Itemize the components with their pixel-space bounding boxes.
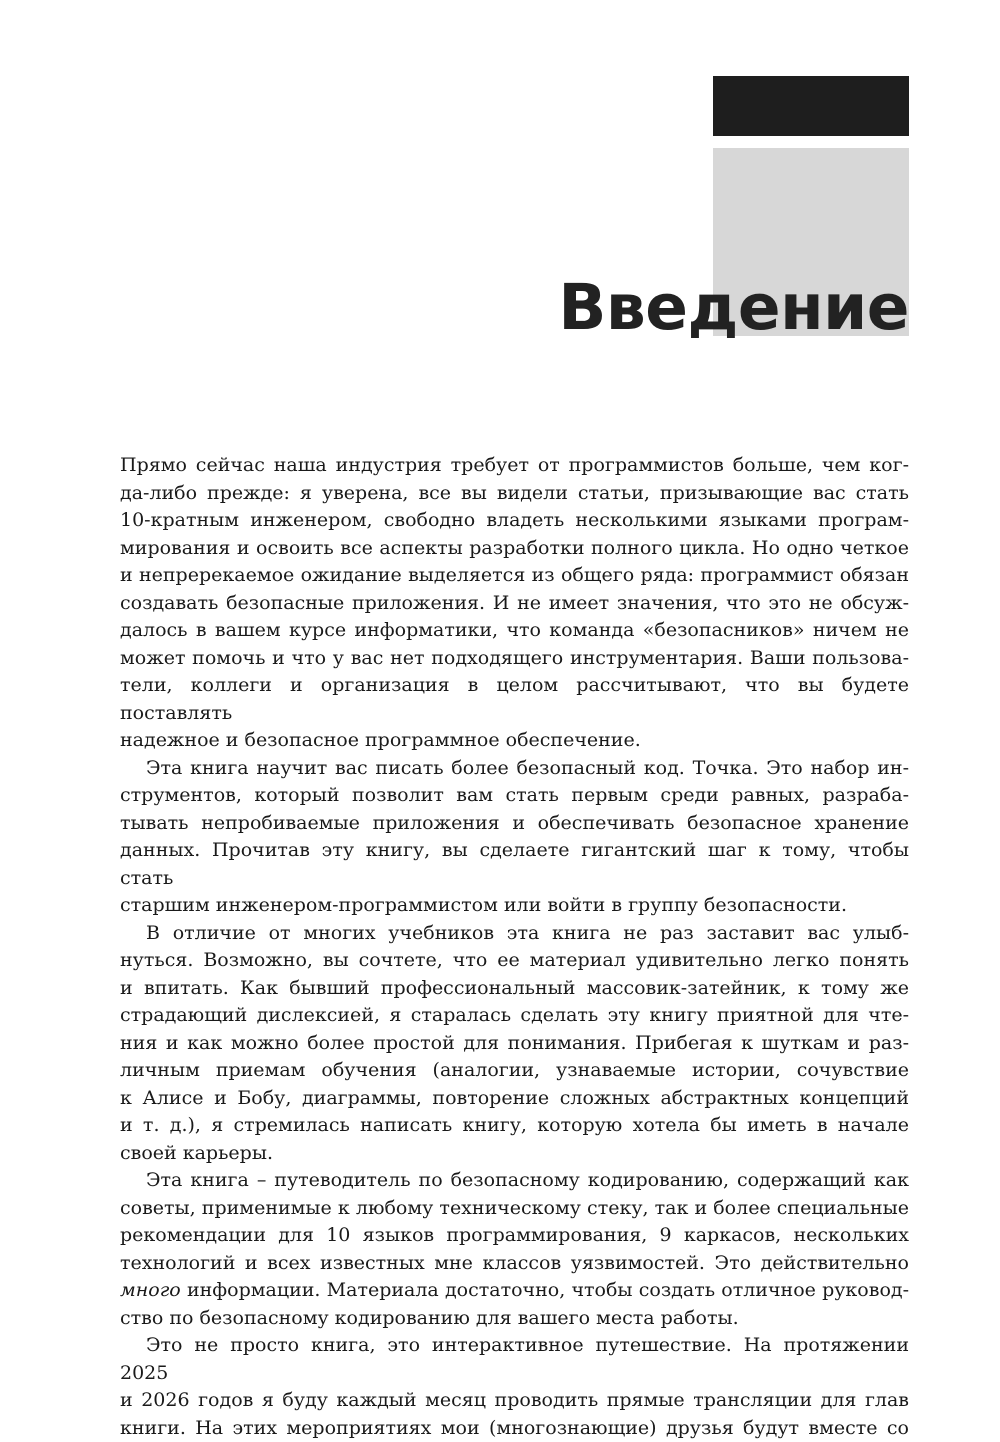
text-line — [120, 1277, 909, 1305]
text-line: Это не просто книга, это интерактивное путешествие. На протяжении 2025 — [120, 1332, 909, 1387]
text-line: далось в вашем курсе информатики, что команда «безопасников» ничем не — [120, 617, 909, 645]
body-text — [120, 452, 909, 1442]
text-line: к Алисе и Бобу, диаграммы, повторение сложных абстрактных концепций — [120, 1085, 909, 1113]
text-line: своей карьеры. — [120, 1140, 909, 1168]
paragraph-4 — [120, 1167, 909, 1332]
text-line: создавать безопасные приложения. И не имеет значения, что это не обсуж- — [120, 590, 909, 618]
text-line: мирования и освоить все аспекты разработки полного цикла. Но одно четкое — [120, 535, 909, 563]
text-line: тывать непробиваемые приложения и обеспечивать безопасное хранение — [120, 810, 909, 838]
text-line: надежное и безопасное программное обеспечение. — [120, 727, 909, 755]
text-line: ство по безопасному кодированию для вашего места работы. — [120, 1305, 909, 1333]
paragraph-3 — [120, 920, 909, 1168]
text-line-rest: информации. Материала достаточно, чтобы создать отличное руковод- — [181, 1279, 909, 1301]
text-line: страдающий дислексией, я старалась сделать эту книгу приятной для чте- — [120, 1002, 909, 1030]
paragraph-2 — [120, 755, 909, 920]
text-line: личным приемам обучения (аналогии, узнаваемые истории, сочувствие — [120, 1057, 909, 1085]
text-line: нуться. Возможно, вы сочтете, что ее материал удивительно легко понять — [120, 947, 909, 975]
text-line: 10-кратным инженером, свободно владеть несколькими языками програм- — [120, 507, 909, 535]
text-line: и впитать. Как бывший профессиональный массовик-затейник, к тому же — [120, 975, 909, 1003]
text-line: Прямо сейчас наша индустрия требует от программистов больше, чем ког- — [120, 452, 909, 480]
text-line: книги. На этих мероприятиях мои (многознающие) друзья будут вместе со — [120, 1415, 909, 1442]
text-line: и непререкаемое ожидание выделяется из общего ряда: программист обязан — [120, 562, 909, 590]
paragraph-1 — [120, 452, 909, 755]
text-line: рекомендации для 10 языков программирования, 9 каркасов, нескольких — [120, 1222, 909, 1250]
text-line: тели, коллеги и организация в целом рассчитывают, что вы будете поставлять — [120, 672, 909, 727]
text-line: может помочь и что у вас нет подходящего инструментария. Ваши пользова- — [120, 645, 909, 673]
text-line: старшим инженером-программистом или войти в группу безопасности. — [120, 892, 909, 920]
text-line: Эта книга – путеводитель по безопасному кодированию, содержащий как — [120, 1167, 909, 1195]
chapter-title: Введение — [558, 268, 909, 348]
text-line: Эта книга научит вас писать более безопасный код. Точка. Это набор ин- — [120, 755, 909, 783]
chapter-header-black-block — [713, 76, 909, 136]
text-line: струментов, который позволит вам стать первым среди равных, разраба- — [120, 782, 909, 810]
text-line: да-либо прежде: я уверена, все вы видели статьи, призывающие вас стать — [120, 480, 909, 508]
text-line: технологий и всех известных мне классов уязвимостей. Это действительно — [120, 1250, 909, 1278]
text-line: и 2026 годов я буду каждый месяц проводить прямые трансляции для глав — [120, 1387, 909, 1415]
text-line: В отличие от многих учебников эта книга не раз заставит вас улыб- — [120, 920, 909, 948]
text-line: данных. Прочитав эту книгу, вы сделаете гигантский шаг к тому, чтобы стать — [120, 837, 909, 892]
emphasized-word: много — [120, 1279, 181, 1301]
paragraph-5 — [120, 1332, 909, 1442]
text-line: и т. д.), я стремилась написать книгу, которую хотела бы иметь в начале — [120, 1112, 909, 1140]
text-line: советы, применимые к любому техническому стеку, так и более специальные — [120, 1195, 909, 1223]
text-line: ния и как можно более простой для понимания. Прибегая к шуткам и раз- — [120, 1030, 909, 1058]
